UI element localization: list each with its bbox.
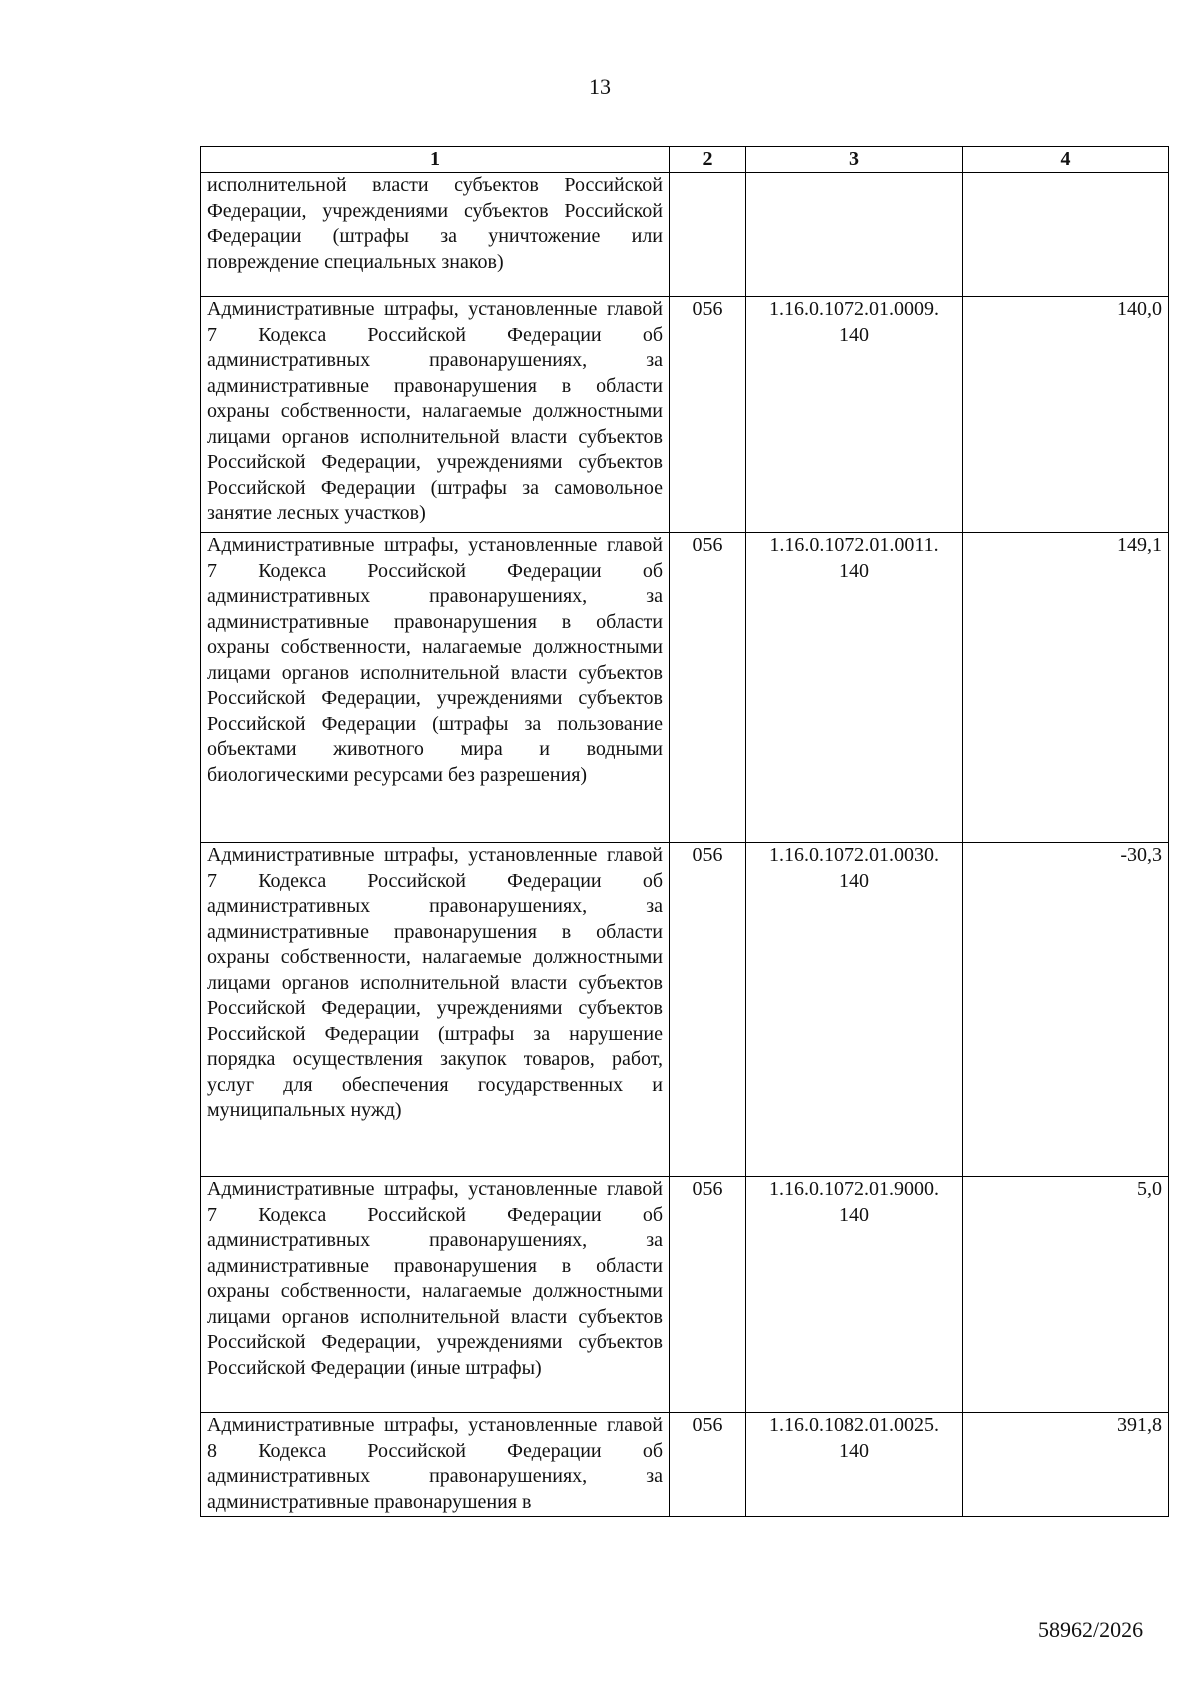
row-amount	[963, 173, 1169, 297]
row-admin-code: 056	[670, 1177, 746, 1413]
row-budget-code: 1.16.0.1072.01.0009. 140	[746, 297, 963, 533]
row-description: исполнительной власти субъектов Российской Федерации, учреждениями субъектов Российской Федерации (штрафы за уничтожение или повреждение специальных знаков)	[201, 173, 670, 297]
column-header-1: 1	[201, 147, 670, 173]
column-header-4: 4	[963, 147, 1169, 173]
budget-revenue-table	[200, 146, 1169, 1517]
row-description: Административные штрафы, установленные главой 7 Кодекса Российской Федерации об административных правонарушениях, за административные правонарушения в области охраны собственности, налагаемые должностными лицами органов исполнительной власти субъектов Российской Федерации, учреждениями субъектов Российской Федерации (штрафы за самовольное занятие лесных участков)	[201, 297, 670, 533]
table-row	[201, 1177, 1169, 1413]
row-amount: 140,0	[963, 297, 1169, 533]
row-budget-code: 1.16.0.1072.01.0011. 140	[746, 533, 963, 843]
row-admin-code: 056	[670, 533, 746, 843]
table-row	[201, 173, 1169, 297]
row-description: Административные штрафы, установленные главой 7 Кодекса Российской Федерации об административных правонарушениях, за административные правонарушения в области охраны собственности, налагаемые должностными лицами органов исполнительной власти субъектов Российской Федерации, учреждениями субъектов Российской Федерации (штрафы за нарушение порядка осуществления закупок товаров, работ, услуг для обеспечения государственных и муниципальных нужд)	[201, 843, 670, 1177]
document-number: 58962/2026	[1038, 1617, 1144, 1642]
table-row	[201, 1413, 1169, 1517]
column-header-3: 3	[746, 147, 963, 173]
row-amount: -30,3	[963, 843, 1169, 1177]
row-description: Административные штрафы, установленные главой 8 Кодекса Российской Федерации об административных правонарушениях, за административные правонарушения в	[201, 1413, 670, 1517]
row-budget-code: 1.16.0.1072.01.0030. 140	[746, 843, 963, 1177]
row-admin-code: 056	[670, 1413, 746, 1517]
row-amount: 391,8	[963, 1413, 1169, 1517]
row-budget-code	[746, 173, 963, 297]
table-header-row	[201, 147, 1169, 173]
table-row	[201, 297, 1169, 533]
table-row	[201, 843, 1169, 1177]
row-admin-code: 056	[670, 843, 746, 1177]
column-header-2: 2	[670, 147, 746, 173]
row-amount: 149,1	[963, 533, 1169, 843]
row-description: Административные штрафы, установленные главой 7 Кодекса Российской Федерации об административных правонарушениях, за административные правонарушения в области охраны собственности, налагаемые должностными лицами органов исполнительной власти субъектов Российской Федерации, учреждениями субъектов Российской Федерации (иные штрафы)	[201, 1177, 670, 1413]
row-description: Административные штрафы, установленные главой 7 Кодекса Российской Федерации об административных правонарушениях, за административные правонарушения в области охраны собственности, налагаемые должностными лицами органов исполнительной власти субъектов Российской Федерации, учреждениями субъектов Российской Федерации (штрафы за пользование объектами животного мира и водными биологическими ресурсами без разрешения)	[201, 533, 670, 843]
row-admin-code	[670, 173, 746, 297]
row-admin-code: 056	[670, 297, 746, 533]
row-budget-code: 1.16.0.1082.01.0025. 140	[746, 1413, 963, 1517]
row-amount: 5,0	[963, 1177, 1169, 1413]
page-number: 13	[589, 74, 611, 99]
table-row	[201, 533, 1169, 843]
row-budget-code: 1.16.0.1072.01.9000. 140	[746, 1177, 963, 1413]
